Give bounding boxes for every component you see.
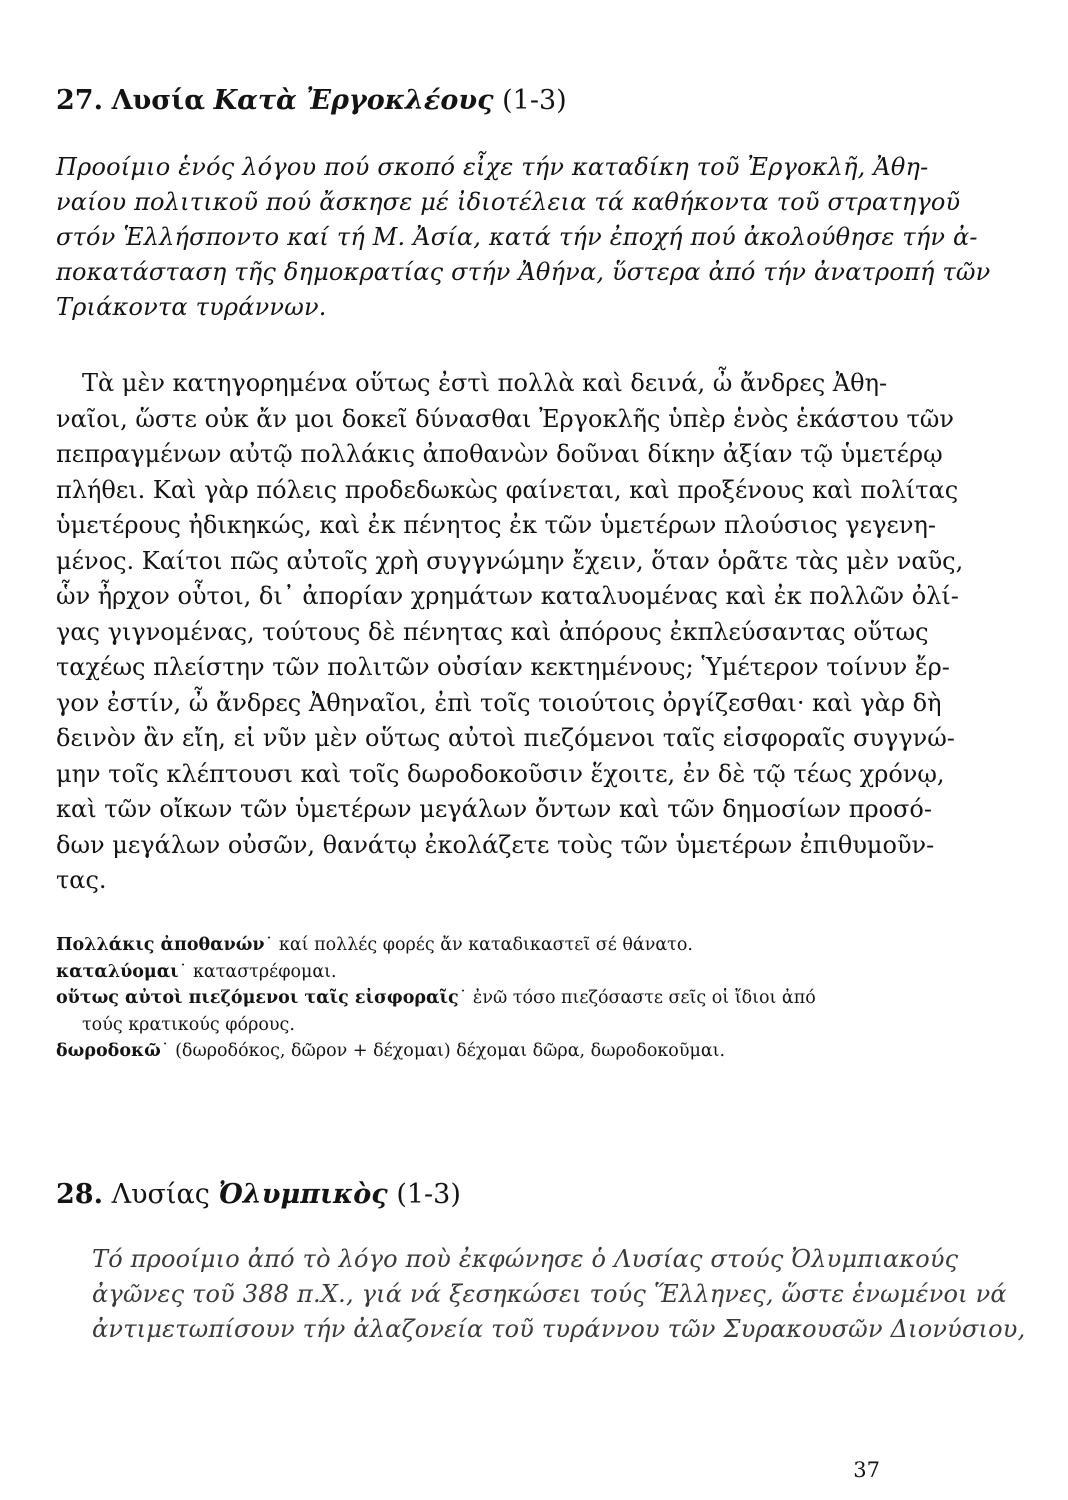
text-line: Τὰ μὲν κατηγορημένα οὕτως ἐστὶ πολλὰ καὶ δεινά, ὦ ἄνδρες Ἀθη-	[82, 369, 888, 397]
section-27-intro	[56, 150, 991, 325]
intro-line: Προοίμιο ἑνός λόγου πού σκοπό εἶχε τήν καταδίκη τοῦ Ἐργοκλῆ, Ἀθη-	[56, 153, 929, 181]
text-line: μην τοῖς κλέπτουσι καὶ τοῖς δωροδοκοῦσιν ἕχοιτε, ἐν δὲ τῷ τέως χρόνῳ,	[56, 759, 945, 788]
section-28-number: 28.	[56, 1179, 103, 1210]
section-27-range: (1-3)	[502, 85, 567, 116]
intro-line: ναίου πολιτικοῦ πού ἄσκησε μέ ἰδιοτέλεια τά καθήκοντα τοῦ στρατηγοῦ	[56, 188, 961, 216]
text-line: γον ἐστίν, ὦ ἄνδρες Ἀθηναῖοι, ἐπὶ τοῖς τοιούτοις ὀργίζεσθαι· καὶ γὰρ δὴ	[56, 688, 942, 717]
text-line: γας γιγνομένας, τούτους δὲ πένητας καὶ ἀπόρους ἐκπλεύσαντας οὕτως	[56, 617, 929, 646]
glossary-entry	[56, 1038, 936, 1065]
glossary-separator: ˙	[160, 1041, 170, 1061]
glossary-definition: καταστρέφομαι.	[187, 961, 337, 982]
text-line: πεπραγμένων αὐτῷ πολλάκις ἀποθανὼν δοῦναι δίκην ἀξίαν τῷ ὑμετέρῳ	[56, 440, 943, 468]
intro-line: ποκατάσταση τῆς δημοκρατίας στήν Ἀθήνα, ὕστερα ἀπό τήν ἀνατροπή τῶν	[56, 258, 991, 286]
section-27-greek-text	[56, 366, 964, 899]
glossary-term: δωροδοκῶ	[56, 1041, 161, 1061]
section-27-author: Λυσία	[111, 85, 206, 116]
glossary-definition: ἐνῶ τόσο πιεζόσαστε σεῖς οἱ ἴδιοι ἀπό	[467, 988, 816, 1008]
glossary-term: Πολλάκις ἀποθανών	[56, 935, 265, 955]
section-27-number: 27.	[56, 85, 103, 116]
text-line: ὧν ἦρχον οὗτοι, δι᾽ ἀπορίαν χρημάτων καταλυομένας καὶ ἐκ πολλῶν ὀλί-	[56, 582, 959, 610]
text-line: ταχέως πλείστην τῶν πολιτῶν οὐσίαν κεκτημένους; Ὑμέτερον τοίνυν ἔρ-	[56, 653, 950, 681]
glossary-separator: ˙	[264, 935, 274, 955]
intro-line: Τό προοίμιο ἀπό τὸ λόγο ποὺ ἐκφώνησε ὁ Λυσίας στούς Ὀλυμπιακούς	[92, 1245, 959, 1273]
glossary-term: καταλύομαι	[56, 961, 179, 982]
section-28-title: Ὀλυμπικὸς	[218, 1179, 388, 1210]
section-28-heading	[56, 1178, 461, 1212]
glossary-term: οὕτως αὐτοὶ πιεζόμενοι ταῖς εἰσφοραῖς	[56, 988, 459, 1008]
glossary-entry	[56, 985, 936, 1012]
section-28-intro	[92, 1242, 1026, 1347]
glossary-continuation: τούς κρατικούς φόρους.	[82, 1014, 295, 1035]
intro-line: Τριάκοντα τυράννων.	[56, 293, 327, 321]
section-27-title: Κατὰ Ἐργοκλέους	[213, 85, 494, 116]
text-line: καὶ τῶν οἴκων τῶν ὑμετέρων μεγάλων ὄντων καὶ τῶν δημοσίων προσό-	[56, 795, 932, 823]
text-line: τας.	[56, 866, 107, 894]
glossary-entry	[56, 932, 936, 959]
glossary-definition: καί πολλές φορές ἄν καταδικαστεῖ σέ θάνατο.	[273, 935, 693, 955]
text-line: δεινὸν ἂν εἴη, εἰ νῦν μὲν οὕτως αὐτοὶ πιεζόμενοι ταῖς εἰσφοραῖς συγγνώ-	[56, 724, 955, 752]
text-line: πλήθει. Καὶ γὰρ πόλεις προδεδωκὼς φαίνεται, καὶ προξένους καὶ πολίτας	[56, 475, 959, 504]
intro-line: ἀντιμετωπίσουν τήν ἀλαζονεία τοῦ τυράννου τῶν Συρακουσῶν Διονύσιου,	[92, 1315, 1026, 1343]
section-27-heading	[56, 84, 567, 118]
glossary-separator: ˙	[178, 961, 188, 982]
glossary-definition: (δωροδόκος, δῶρον + δέχομαι) δέχομαι δῶρα, δωροδοκοῦμαι.	[169, 1041, 726, 1061]
page-number: 37	[853, 1458, 880, 1482]
glossary-separator: ˙	[458, 988, 468, 1008]
intro-line: στόν Ἑλλήσποντο καί τή Μ. Ἀσία, κατά τήν ἐποχή πού ἀκολούθησε τήν ἀ-	[56, 223, 978, 251]
text-line: ναῖοι, ὥστε οὐκ ἄν μοι δοκεῖ δύνασθαι Ἐργοκλῆς ὑπὲρ ἑνὸς ἑκάστου τῶν	[56, 404, 954, 433]
text-line: ὑμετέρους ἠδικηκώς, καὶ ἐκ πένητος ἐκ τῶν ὑμετέρων πλούσιος γεγενη-	[56, 511, 936, 539]
section-28-range: (1-3)	[396, 1179, 461, 1210]
text-line: μένος. Καίτοι πῶς αὐτοῖς χρὴ συγγνώμην ἔχειν, ὅταν ὁρᾶτε τὰς μὲν ναῦς,	[56, 546, 964, 575]
section-28-author: Λυσίας	[111, 1179, 210, 1210]
glossary-entry	[56, 959, 936, 986]
text-line: δων μεγάλων οὐσῶν, θανάτῳ ἐκολάζετε τοὺς τῶν ὑμετέρων ἐπιθυμοῦν-	[56, 830, 935, 859]
section-27-glossary	[56, 932, 936, 1065]
intro-line: ἀγῶνες τοῦ 388 π.Χ., γιά νά ξεσηκώσει τούς Ἕλληνες, ὥστε ἑνωμένοι νά	[92, 1280, 1007, 1308]
